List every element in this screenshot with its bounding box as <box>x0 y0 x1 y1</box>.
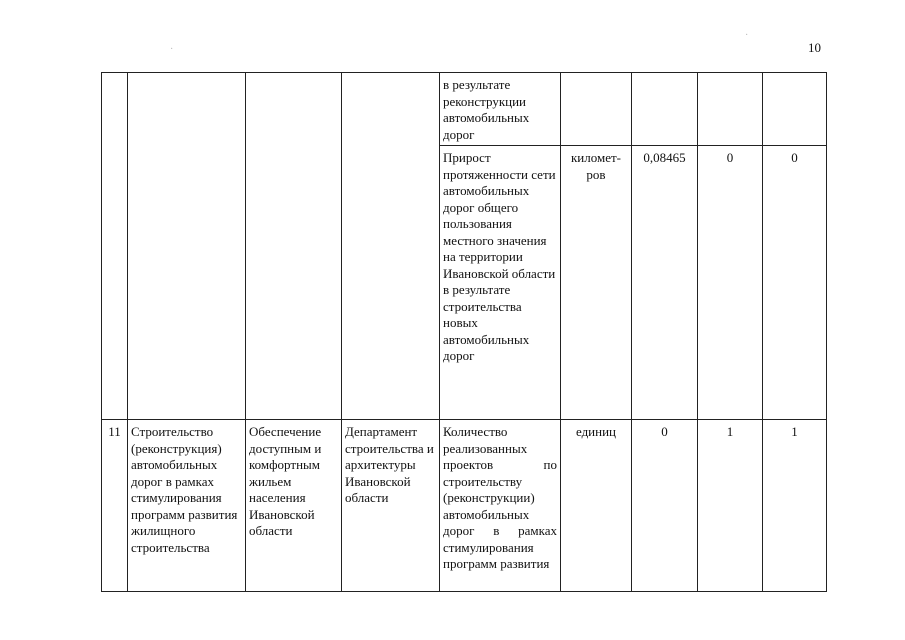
value-cell-1: 0 <box>632 420 698 592</box>
value-cell-2: 0 <box>698 146 763 420</box>
executor-cell: Департамент строительства и архитектуры Ивановской области <box>342 420 440 592</box>
indicator-cell: Прирост протяженности сети автомобильных дорог общего пользования местного значения на территории Ивановской области в результате строительства новых автомобильных дорог <box>440 146 561 420</box>
value-cell-empty <box>698 73 763 146</box>
unit-cell: километ-ров <box>561 146 632 420</box>
value-cell-empty <box>632 73 698 146</box>
unit-cell: единиц <box>561 420 632 592</box>
indicators-table <box>101 72 827 592</box>
row-number-cell: 11 <box>102 420 128 592</box>
measure-cell: Строительство (реконструкция) автомобильных дорог в рамках стимулирования программ развития жилищного строительства <box>128 420 246 592</box>
goal-cell-empty <box>246 73 342 420</box>
value-cell-3: 0 <box>763 146 827 420</box>
indicator-cell: Количество реализованных проектов по строительству (реконструкции) автомобильных дорог в рамках стимулирования программ развития <box>440 420 561 592</box>
value-cell-2: 1 <box>698 420 763 592</box>
table-row <box>102 420 827 592</box>
executor-cell-empty <box>342 73 440 420</box>
measure-cell-empty <box>128 73 246 420</box>
value-cell-1: 0,08465 <box>632 146 698 420</box>
goal-cell: Обеспечение доступным и комфортным жильем населения Ивановской области <box>246 420 342 592</box>
value-cell-empty <box>763 73 827 146</box>
unit-cell-empty <box>561 73 632 146</box>
indicator-cell: в результате реконструкции автомобильных дорог <box>440 73 561 146</box>
scan-speck: · <box>170 44 174 55</box>
value-cell-3: 1 <box>763 420 827 592</box>
table-row <box>102 73 827 146</box>
scan-speck: · <box>745 30 749 41</box>
page-number: 10 <box>808 40 821 55</box>
row-number-cell-empty <box>102 73 128 420</box>
